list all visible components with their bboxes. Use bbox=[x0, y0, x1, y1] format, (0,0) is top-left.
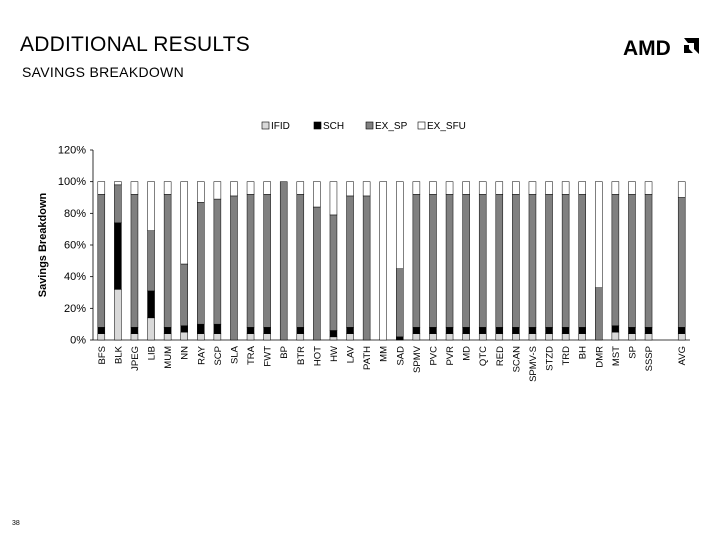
bar-segment-ex-sfu bbox=[446, 182, 453, 195]
bar-segment-ex-sp bbox=[247, 194, 254, 327]
bar-segment-ex-sfu bbox=[579, 182, 586, 195]
bar-segment-ifid bbox=[330, 337, 337, 340]
bar-segment-ex-sp bbox=[114, 185, 121, 223]
bar-segment-ex-sp bbox=[148, 231, 155, 291]
bar-segment-ex-sfu bbox=[114, 182, 121, 185]
bar-segment-ifid bbox=[148, 318, 155, 340]
legend-label: EX_SFU bbox=[427, 121, 466, 132]
x-tick-label: BLK bbox=[113, 346, 125, 364]
bar-segment-ifid bbox=[114, 289, 121, 340]
x-tick-label: MST bbox=[610, 346, 622, 367]
y-axis-title: Savings Breakdown bbox=[37, 192, 49, 298]
bar-segment-ifid bbox=[297, 334, 304, 340]
bar-segment-sch bbox=[98, 327, 105, 333]
bar-segment-sch bbox=[413, 327, 420, 333]
x-tick-label: FWT bbox=[262, 346, 274, 367]
bar-segment-sch bbox=[197, 324, 204, 334]
x-tick-label: STZD bbox=[544, 346, 556, 371]
bar-segment-ifid bbox=[562, 334, 569, 340]
bar-segment-ex-sp bbox=[429, 194, 436, 327]
bar-segment-ex-sp bbox=[131, 194, 138, 327]
bar-segment-ex-sfu bbox=[98, 182, 105, 195]
bar-segment-sch bbox=[181, 326, 188, 332]
x-tick-label: PATH bbox=[362, 346, 374, 370]
x-tick-label: BP bbox=[279, 346, 291, 359]
bar-segment-ex-sfu bbox=[628, 182, 635, 195]
bar-segment-sch bbox=[612, 326, 619, 332]
bar-segment-ifid bbox=[347, 334, 354, 340]
bar-segment-ex-sp bbox=[479, 194, 486, 327]
bar-segment-ex-sp bbox=[98, 194, 105, 327]
bar-segment-ifid bbox=[628, 334, 635, 340]
bar-segment-ifid bbox=[164, 334, 171, 340]
x-tick-label: RED bbox=[494, 345, 506, 367]
bar-segment-ex-sp bbox=[562, 194, 569, 327]
bar-segment-ex-sfu bbox=[181, 182, 188, 264]
bar-segment-ex-sfu bbox=[562, 182, 569, 195]
x-tick-label: SP bbox=[627, 346, 639, 359]
bar-segment-ex-sp bbox=[214, 199, 221, 324]
y-tick-label: 120% bbox=[57, 144, 86, 157]
bar-segment-ex-sp bbox=[330, 215, 337, 331]
x-tick-label: LIB bbox=[146, 346, 158, 361]
bar-segment-ex-sfu bbox=[463, 182, 470, 195]
bar-segment-ex-sp bbox=[313, 207, 320, 340]
bar-segment-sch bbox=[264, 327, 271, 333]
bar-segment-ex-sfu bbox=[148, 182, 155, 231]
bar-segment-ex-sfu bbox=[546, 182, 553, 195]
x-tick-label: PVR bbox=[445, 346, 457, 366]
legend-label: SCH bbox=[323, 121, 345, 132]
x-tick-label: SAD bbox=[395, 346, 407, 366]
x-tick-label: SSSP bbox=[644, 346, 656, 372]
bar-segment-ex-sp bbox=[579, 194, 586, 327]
legend-swatch bbox=[262, 122, 269, 129]
bar-segment-sch bbox=[463, 327, 470, 333]
bar-segment-sch bbox=[579, 327, 586, 333]
bar-segment-ex-sfu bbox=[678, 182, 685, 198]
legend-swatch bbox=[366, 122, 373, 129]
bar-segment-sch bbox=[114, 223, 121, 289]
bar-segment-ex-sp bbox=[446, 194, 453, 327]
bar-segment-ex-sp bbox=[628, 194, 635, 327]
bar-segment-ex-sp bbox=[612, 194, 619, 325]
bar-segment-ex-sfu bbox=[396, 182, 403, 269]
bar-segment-ex-sfu bbox=[645, 182, 652, 195]
bar-segment-ifid bbox=[214, 334, 221, 340]
bar-segment-ex-sp bbox=[396, 269, 403, 337]
bar-segment-ifid bbox=[512, 334, 519, 340]
x-tick-label: SCP bbox=[212, 346, 224, 366]
x-tick-label: HW bbox=[328, 346, 340, 362]
bar-segment-sch bbox=[562, 327, 569, 333]
bar-segment-ex-sfu bbox=[380, 182, 387, 340]
bar-segment-ex-sp bbox=[463, 194, 470, 327]
x-tick-label: SPMV bbox=[411, 346, 423, 373]
bar-segment-ex-sp bbox=[363, 196, 370, 340]
bar-segment-ex-sfu bbox=[512, 182, 519, 195]
bar-segment-ifid bbox=[529, 334, 536, 340]
bar-segment-ex-sp bbox=[280, 182, 287, 340]
page-number: 38 bbox=[12, 520, 20, 527]
bar-segment-sch bbox=[496, 327, 503, 333]
bar-segment-ifid bbox=[429, 334, 436, 340]
y-tick-label: 40% bbox=[63, 271, 86, 284]
bar-segment-ifid bbox=[446, 334, 453, 340]
bar-segment-sch bbox=[297, 327, 304, 333]
x-tick-label: MUM bbox=[163, 346, 175, 369]
bar-segment-ex-sfu bbox=[164, 182, 171, 195]
x-tick-label: SCAN bbox=[511, 346, 523, 373]
x-tick-label: MD bbox=[461, 346, 473, 361]
bar-segment-ifid bbox=[413, 334, 420, 340]
bar-segment-ex-sfu bbox=[496, 182, 503, 195]
bar-segment-ifid bbox=[247, 334, 254, 340]
x-tick-label: TRA bbox=[246, 346, 258, 365]
bar-segment-ex-sp bbox=[496, 194, 503, 327]
y-tick-label: 60% bbox=[63, 239, 86, 252]
bar-segment-ex-sfu bbox=[479, 182, 486, 195]
bar-segment-ex-sp bbox=[230, 196, 237, 340]
bar-segment-sch bbox=[446, 327, 453, 333]
bar-segment-ifid bbox=[546, 334, 553, 340]
bar-segment-ex-sfu bbox=[131, 182, 138, 195]
bar-segment-ex-sfu bbox=[429, 182, 436, 195]
x-tick-label: MM bbox=[378, 346, 390, 362]
bar-segment-ex-sp bbox=[546, 194, 553, 327]
bar-segment-ex-sfu bbox=[612, 182, 619, 195]
x-tick-label: SPMV-S bbox=[527, 346, 539, 382]
y-tick-label: 0% bbox=[70, 334, 86, 347]
bar-segment-ex-sfu bbox=[264, 182, 271, 195]
bar-segment-ifid bbox=[463, 334, 470, 340]
x-tick-label: JPEG bbox=[129, 346, 141, 371]
bar-segment-ex-sp bbox=[413, 194, 420, 327]
x-tick-label: QTC bbox=[478, 346, 490, 367]
bar-segment-ifid bbox=[612, 332, 619, 340]
bar-segment-ex-sfu bbox=[247, 182, 254, 195]
y-tick-label: 20% bbox=[63, 302, 86, 315]
bar-segment-ex-sp bbox=[678, 198, 685, 328]
x-tick-label: AVG bbox=[677, 346, 689, 366]
bar-segment-ex-sfu bbox=[197, 182, 204, 203]
bar-segment-sch bbox=[347, 327, 354, 333]
bar-segment-ifid bbox=[645, 334, 652, 340]
bar-segment-ex-sfu bbox=[297, 182, 304, 195]
bar-segment-ex-sp bbox=[164, 194, 171, 327]
bar-segment-ex-sp bbox=[347, 196, 354, 327]
bar-segment-ex-sp bbox=[512, 194, 519, 327]
bar-segment-ex-sp bbox=[197, 202, 204, 324]
bar-segment-ifid bbox=[197, 334, 204, 340]
x-tick-label: BFS bbox=[96, 346, 108, 365]
bar-segment-ifid bbox=[264, 334, 271, 340]
bar-segment-ifid bbox=[181, 332, 188, 340]
bar-segment-sch bbox=[512, 327, 519, 333]
bar-segment-ex-sfu bbox=[330, 182, 337, 215]
x-tick-label: TRD bbox=[561, 346, 573, 366]
legend-label: EX_SP bbox=[375, 121, 408, 132]
bar-segment-sch bbox=[429, 327, 436, 333]
x-tick-label: BH bbox=[577, 346, 589, 360]
bar-segment-sch bbox=[131, 327, 138, 333]
x-tick-label: BTR bbox=[295, 346, 307, 365]
x-tick-label: DMR bbox=[594, 346, 606, 368]
bar-segment-ex-sp bbox=[297, 194, 304, 327]
bar-segment-ex-sp bbox=[645, 194, 652, 327]
bar-segment-ifid bbox=[496, 334, 503, 340]
bar-segment-sch bbox=[678, 327, 685, 333]
bar-segment-ifid bbox=[579, 334, 586, 340]
x-tick-label: LAV bbox=[345, 346, 357, 364]
legend-label: IFID bbox=[271, 121, 290, 132]
bar-segment-ex-sp bbox=[264, 194, 271, 327]
bar-segment-sch bbox=[148, 291, 155, 318]
bar-segment-ex-sfu bbox=[529, 182, 536, 195]
bar-segment-ex-sfu bbox=[347, 182, 354, 196]
bar-segment-sch bbox=[529, 327, 536, 333]
bar-segment-sch bbox=[396, 337, 403, 340]
bar-segment-ex-sfu bbox=[230, 182, 237, 196]
amd-logo-text: AMD bbox=[623, 37, 671, 58]
bar-segment-ex-sp bbox=[595, 288, 602, 340]
bar-segment-ex-sp bbox=[529, 194, 536, 327]
bar-segment-sch bbox=[214, 324, 221, 334]
x-tick-label: SLA bbox=[229, 346, 241, 364]
bar-segment-ex-sfu bbox=[413, 182, 420, 195]
bar-segment-ifid bbox=[131, 334, 138, 340]
bar-segment-sch bbox=[628, 327, 635, 333]
bar-segment-ex-sp bbox=[181, 264, 188, 326]
slide-subtitle: SAVINGS BREAKDOWN bbox=[22, 64, 184, 80]
legend-swatch bbox=[418, 122, 425, 129]
bar-segment-sch bbox=[247, 327, 254, 333]
x-tick-label: RAY bbox=[196, 346, 208, 365]
bar-segment-ex-sfu bbox=[595, 182, 602, 288]
bar-segment-ex-sfu bbox=[313, 182, 320, 207]
bar-segment-ifid bbox=[479, 334, 486, 340]
y-tick-label: 100% bbox=[57, 176, 86, 189]
bar-segment-ex-sfu bbox=[363, 182, 370, 196]
bar-segment-sch bbox=[645, 327, 652, 333]
slide-title: ADDITIONAL RESULTS bbox=[20, 33, 250, 56]
bar-segment-ex-sfu bbox=[214, 182, 221, 199]
bar-segment-sch bbox=[546, 327, 553, 333]
x-tick-label: NN bbox=[179, 346, 191, 360]
bar-segment-ifid bbox=[678, 334, 685, 340]
bar-segment-sch bbox=[330, 331, 337, 337]
legend-swatch bbox=[314, 122, 321, 129]
x-tick-label: HOT bbox=[312, 346, 324, 367]
y-tick-label: 80% bbox=[63, 207, 86, 220]
bar-segment-sch bbox=[164, 327, 171, 333]
bar-segment-ifid bbox=[98, 334, 105, 340]
x-tick-label: PVC bbox=[428, 346, 440, 366]
bar-segment-sch bbox=[479, 327, 486, 333]
